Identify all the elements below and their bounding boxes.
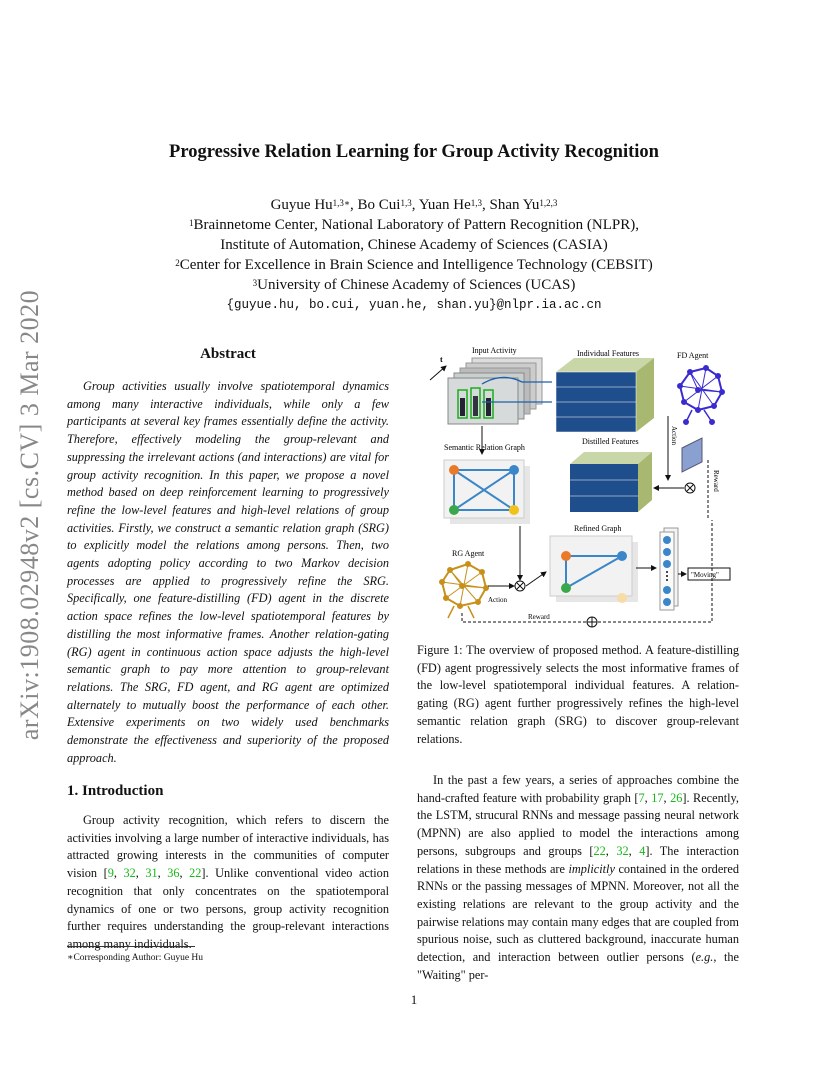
- fd-agent-label: FD Agent: [677, 351, 709, 360]
- citation-link[interactable]: 36: [167, 866, 180, 881]
- citation-link[interactable]: 9: [107, 866, 114, 881]
- semantic-relation-graph-label: Semantic Relation Graph: [444, 443, 525, 452]
- author-name: Bo Cui: [357, 197, 401, 213]
- affiliation-2: $^2$Center for Excellence in Brain Science and Intelligence Technology (CEBSIT): [175, 257, 653, 273]
- rg-agent-network: [440, 562, 489, 619]
- rg-agent-label: RG Agent: [452, 549, 485, 558]
- abstract-text: Group activities usually involve spatiotemporal dynamics among many interactive individuals, while only a few participants at several key frames essentially define the activity. Therefore, effectively modeling the group-relevant and suppressing the irrelevant actions (and interactions) are vital for group activity recognition. In this paper, we propose a novel method based on deep reinforcement learning to progressively refine the low-level features and high-level relations of group activities. Firstly, we construct a semantic relation graph (SRG) to explicitly model the relations among persons. Then, two agents adopting policy according to two Markov decision processes are applied to progressively refine the SRG. Specifically, one feature-distilling (FD) agent in the discrete action space refines the low-level spatiotemporal features by distilling the most informative frames. Another relation-gating (RG) agent in continuous action space adjusts the high-level semantic graph to pay more attention to group-relevant relations. The SRG, FD agent, and RG agent are optimized alternately to mutually boost the performance of each other. Extensive experiments on two widely used benchmarks demonstrate the effectiveness and superiority of the proposed approach.: [67, 379, 389, 765]
- distilled-features-block: [570, 452, 652, 512]
- arxiv-identifier: arXiv:1908.02948v2 [cs.CV] 3 Mar 2020: [15, 289, 44, 741]
- rg-action-label: Action: [488, 596, 508, 604]
- author-block: [0, 195, 828, 315]
- moving-output-label: "Moving": [691, 571, 719, 579]
- fd-reward-label: Reward: [712, 470, 720, 492]
- citation-link[interactable]: 17: [651, 790, 664, 805]
- semantic-relation-graph: [444, 460, 530, 524]
- refined-graph: [550, 536, 638, 603]
- distilled-features-label: Distilled Features: [582, 437, 639, 446]
- footnote-rule: [67, 946, 195, 947]
- citation-link[interactable]: 7: [638, 790, 645, 805]
- citation-link[interactable]: 4: [639, 843, 646, 858]
- individual-features-label: Individual Features: [577, 349, 639, 358]
- time-axis-label: t: [440, 355, 443, 364]
- figure-1-diagram: [422, 342, 740, 634]
- classifier-layer: [660, 528, 678, 610]
- author-name: Guyue Hu: [270, 197, 333, 213]
- affiliation-1-cont: Institute of Automation, Chinese Academy of Sciences (CASIA): [220, 237, 608, 253]
- footnote: ∗Corresponding Author: Guyue Hu: [67, 953, 204, 963]
- abstract-heading: Abstract: [200, 346, 256, 362]
- input-activity-label: Input Activity: [472, 346, 517, 355]
- paper-title: Progressive Relation Learning for Group Activity Recognition: [169, 142, 659, 162]
- refined-graph-label: Refined Graph: [574, 524, 622, 533]
- rg-reward-label: Reward: [528, 613, 550, 621]
- affiliation-1: $^1$Brainnetome Center, National Laboratory of Pattern Recognition (NLPR),: [188, 217, 640, 233]
- author-emails: {guyue.hu, bo.cui, yuan.he, shan.yu}@nlpr.ia.ac.cn: [226, 298, 602, 312]
- introduction-paragraph-2: In the past a few years, a series of approaches combine the hand-crafted feature with probability graph [7, 17, 26]. Recently, the LSTM, strucural RNNs and message passing neural network (MPNN) are also applied to model the interactions among persons, subgroups and groups [22, 32, 4]. The interaction relations in these methods are implicitly contained in the ordered RNNs or the passing messages of MPNN. Moreover, not all the existing relations are relevant to the group activity and the pairwise relations may contain many edges that are coupled from spurious noise, such as cluttered background, inaccurate human detection, and interaction between outlier persons (e.g., the "Waiting" per-: [417, 773, 740, 982]
- author-name: Shan Yu: [489, 197, 540, 213]
- author-name: Yuan He: [418, 197, 471, 213]
- author-names: Guyue $Hu^{1,3∗}$, Bo Cui$^{1,3}$, Yuan He$^{1,3}$, Shan Yu$^{1,2,3}$: [270, 197, 558, 213]
- citation-link[interactable]: 31: [145, 866, 158, 881]
- page-number: 1: [410, 992, 418, 1007]
- figure-1-caption: Figure 1: The overview of proposed method. A feature-distilling (FD) agent progressively selects the most informative frames of the low-level spatiotemporal individual features. A relation-gating (RG) agent further progressively refines the high-level semantic relation graph (SRG) to discover group-relevant relations.: [417, 643, 739, 746]
- affiliation-3: $^3$University of Chinese Academy of Sciences (UCAS): [252, 277, 576, 293]
- citation-link[interactable]: 22: [593, 843, 606, 858]
- fd-action-label: Action: [670, 426, 678, 446]
- citation-link[interactable]: 22: [189, 866, 202, 881]
- citation-link[interactable]: 26: [670, 790, 683, 805]
- fd-agent-network: [678, 366, 725, 425]
- introduction-heading: 1. Introduction: [67, 783, 164, 799]
- citation-link[interactable]: 32: [616, 843, 629, 858]
- input-frames: [448, 358, 542, 424]
- individual-features-block: [556, 358, 654, 432]
- citation-link[interactable]: 32: [123, 866, 136, 881]
- introduction-paragraph: Group activity recognition, which refers to discern the activities involving a large number of interactive individuals, has attracted growing interests in the communities of computer vision [9, 32, 31, 36, 22]. Unlike conventional video action recognition that only concentrates on the spatiotemporal dynamics of one or two persons, group activity recognition further requires understanding the group-relevant interactions among many individuals.: [67, 813, 389, 951]
